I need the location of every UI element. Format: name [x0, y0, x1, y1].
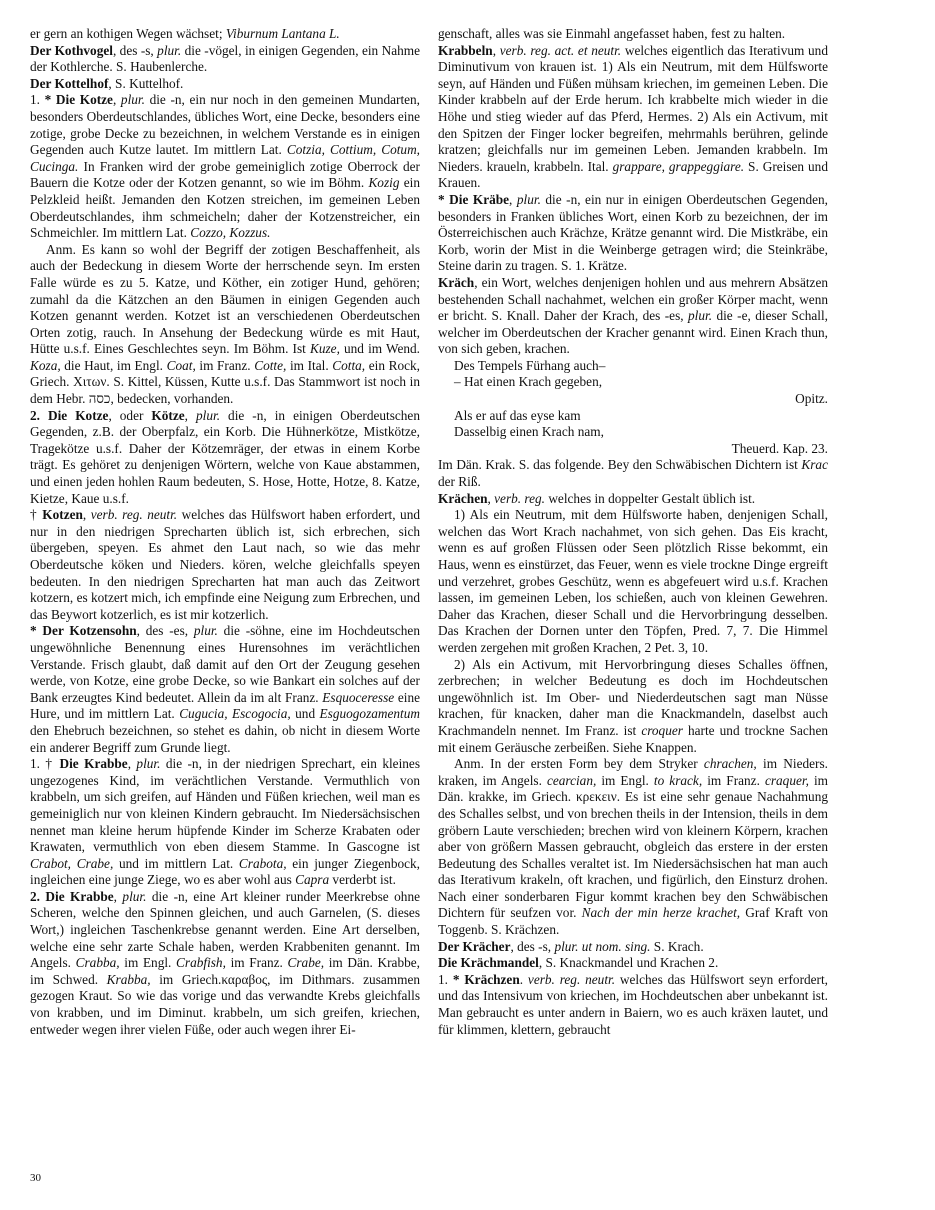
quotation-line: Dasselbig einen Krach nam,	[454, 424, 604, 440]
dictionary-entry: Der Kottelhof, S. Kuttelhof.	[30, 75, 184, 91]
dictionary-entry: Krabbeln, verb. reg. act. et neutr. welches eigentlich das Iterativum und Diminutivum von krauen ist. 1) Als ein Neutrum, mit dem Hülfsworte seyn, auf Händen und Füßen mühsam kriechen, im gemeinen Leben. Die Kinder krabbeln auf der Erde herum. Ich krabbelte mich wieder in die Höhe und stieg wieder auf das Pferd, Hermes. 2) Als ein Activum, mit den Spitzen der Finger locker begreifen, mehrmahls berühren, gelinde kratzen; gleichfalls nur im gemeinen Leben. Jemanden krabbeln. Im Nieders. krauеln, krabbeln. Ital. grappare, grappeggiare. S. Greisen und Krauen.	[438, 42, 828, 191]
dictionary-page	[30, 26, 830, 1186]
dictionary-entry: Anm. Es kann so wohl der Begriff der zotigen Beschaffenheit, als auch der Bedeckung in diesem Worte der herrschende seyn. Im ersten Falle würde es zu 5. Katze, und Köther, ein zotiger Hund, gehören; zumahl da die Kätzchen an den Bäumen in einigen Gegenden auch Kotzen genannt werden. Kotzet ist an verschiedenen Oberdeutschen Orten zotig, rauch. In Ansehung der Bedeckung würde es mit Haut, Hütte u.s.f. Eines Geschlechtes seyn. Im Böhm. Ist Kuze, und im Wend. Koza, die Haut, im Engl. Coat, im Franz. Cotte, im Ital. Cotta, ein Rock, Griech. Χιτων. S. Kittel, Küssen, Kutte u.s.f. Das Stammwort ist noch in dem Hebr. כסה, bedecken, vorhanden.	[30, 241, 420, 407]
dictionary-entry: Anm. In der ersten Form bey dem Stryker chrachen, im Nieders. kraken, im Angels. cearcian, im Engl. to krack, im Franz. craquer, im Dän. krakke, im Griech. κρεκειν. Es ist eine sehr genaue Nachahmung des Schalles selbst, und von brechen theils in der Intension, theils in dem gröbern Laute verschieden; brechen wird von kleinern Körpern, krachen aber von größern Massen gebraucht, obgleich das erstere in der ersten Bedeutung des Schalles veraltet ist. Im Niedersächsischen hat man auch das Iterativum krakeln, oft krachen, und figürlich, den Einsturz drohen. Nach einer sonderbaren Figur kommt krachen bey den Schwäbischen Dichtern für seufzen vor. Nach der min herze krachet, Graf Kraft von Toggenb. S. Krächzen.	[438, 756, 828, 938]
right-column	[438, 26, 828, 1038]
page-number: 30	[30, 1172, 41, 1184]
dictionary-entry: * Die Kräbe, plur. die -n, ein nur in einigen Oberdeutschen Gegenden, besonders in Franken übliches Wort, einen Korb zu bezeichnen, der im Österreichischen auch Krächze, Krätze genannt wird. Die Mistkräbe, ein Korb, worin der Mist in die Weinberge getragen wird; die Steinkräbe, Steine darin zu tragen. S. 1. Krätze.	[438, 191, 828, 274]
dictionary-entry: 1. † Die Krabbe, plur. die -n, in der niedrigen Sprechart, ein kleines ungezogenes Kind, im verächtlichen Verstande. Vermuthlich von krabbeln, um sich greifen, auf Händen und Füßen kriechen, weil man es gemeiniglich nur von kleinen Kindern gebraucht. Im Niedersächsischen nennet man kleine herum hüpfende Kinder im Scherze Krabaten oder Krawaten, vermuthlich von eben diesem Stamme. In Gascogne ist Crabot, Crabe, und im mittlern Lat. Crabota, ein junger Ziegenbock, ingleichen eine junge Ziege, wo es aber wohl aus Capra verderbt ist.	[30, 756, 420, 888]
dictionary-entry: † Kotzen, verb. reg. neutr. welches das Hülfswort haben erfordert, und nur in den niedrigen Sprecharten üblich ist, sich erbrechen, sich übergeben, speyen. Es ahmet den Laut nach, so wie das mehr Oberdeutsche köken und Nieders. kören, welche gleichfalls speyen bedeuten. In den niedrigen Sprecharten hat man auch das Zeitwort kotzern, es kotzert mich, ich empfinde eine Neigung zum Erbrechen, und das Beywort kotzerlich, es ist mir kotzerlich.	[30, 507, 420, 622]
quotation-source: Theuerd. Kap. 23.	[731, 440, 828, 456]
dictionary-entry: Im Dän. Krak. S. das folgende. Bey den Schwäbischen Dichtern ist Krac der Riß.	[438, 457, 828, 490]
dictionary-entry: 2. Die Krabbe, plur. die -n, eine Art kleiner runder Meerkrebse ohne Scheren, welche den Spinnen gleichen, und auch Garnelen, (S. dieses Wort,) ingleichen Taschenkrebse genannt werden. Eine Art derselben, welche eine sehr zarte Schale haben, werden Krabbeniten genannt. Im Angels. Crabba, im Engl. Crabfish, im Franz. Crabe, im Dän. Krabbe, im Schwed. Krabba, im Griech.καραβος, im Dithmars. zusammen gezogen Kraut. So wie das vorige und das verwandte Krebs gleichfalls von krabben, und im Diminut. krabbeln, um sich greifen, kriechen, entweder wegen ihrer vielen Füße, oder auch wegen ihrer Ei-	[30, 888, 421, 1037]
dictionary-entry: 1) Als ein Neutrum, mit dem Hülfsworte haben, denjenigen Schall, welchen das Wort Krach nachahmet, von sich gehen. Das Eis kracht, wenn es auf großen Flüssen oder Seen plötzlich Risse bekommt, ein Haus, wenn es einstürzet, das Feuer, wenn es viele trockne Dinge ergreift und verzehret, grobes Geschütz, wenn es abgefeuert wird u.s.f. Krachen lassen, im gemeinen Leben, los schießen, auch von kleinen Gewehren. Daher das Krachen, dieser Schall und die Hervorbringung desselben. Das Krachen der Dornen unter den Töpfen, Pred. 7, 7. Die Himmel werden zergehen mit großen Krachen, 2 Pet. 3, 10.	[438, 507, 828, 655]
quotation-line: – Hat einen Krach gegeben,	[454, 374, 603, 390]
left-column	[30, 26, 420, 1038]
quotation-line: Des Tempels Fürhang auch–	[454, 357, 606, 373]
quotation-source: Opitz.	[795, 391, 828, 407]
dictionary-entry: Der Krächer, des -s, plur. ut nom. sing. S. Krach.	[438, 938, 704, 954]
dictionary-entry: 2) Als ein Activum, mit Hervorbringung dieses Schalles öffnen, zerbrechen; in welcher Bedeutung es doch im Hochdeutschen ungewöhnlich ist. Im Ober- und Niederdeutschen sagt man Nüsse krachen, für knacken, daher man die Knackmandeln, daselbst auch Krachmandeln nennet. Im Franz. ist croquer harte und trockne Sachen mit einem Geräusche zerbeißen. Siehe Knappen.	[438, 656, 829, 755]
dictionary-entry: Der Kothvogel, des -s, plur. die -vögel, in einigen Gegenden, ein Nahme der Kothlerche. S. Haubenlerche.	[30, 42, 420, 75]
dictionary-entry: 1. * Krächzen. verb. reg. neutr. welches das Hülfswort seyn erfordert, und das Intensivum von kriechen, im Hochdeutschen aber unbekannt ist. Man gebraucht es unter andern in Baiern, wo es auch kräxen lautet, und für klimmen, klettern, gebraucht	[438, 971, 829, 1037]
dictionary-entry: genschaft, alles was sie Einmahl angefasset haben, fest zu halten.	[438, 26, 786, 41]
dictionary-entry: Krächen, verb. reg. welches in doppelter Gestalt üblich ist.	[438, 490, 756, 506]
dictionary-entry: * Der Kotzensohn, des -es, plur. die -söhne, eine im Hochdeutschen ungewöhnliche Benennung eines Hurensohnes im verächtlichen Verstande. Frisch glaubt, daß damit auf den Ort der Zeugung gesehen werde, von Kotze, eine grobe Decke, so wie Bankart ein solches auf der Bank erzeugtes Kind bedeutet. Allein da im alt Franz. Esquoceresse eine Hure, und im mittlern Lat. Cugucia, Escogocia, und Esguogozamentum den Ehebruch bezeichnen, so stehet es dahin, ob nicht in diesem Worte ein anderer Begriff zum Grunde liegt.	[30, 623, 420, 755]
dictionary-entry: 2. Die Kotze, oder Kötze, plur. die -n, in einigen Oberdeutschen Gegenden, z.B. der Oberpfalz, ein Korb. Die Hühnerkötze, Mistkötze, Tragekötze u.s.f. Daher der Kötzemräger, der etwas in einem Korbe trägt. Es gehöret zu denjenigen Wörtern, welche von Kaue abstammen, und einen jeden hohlen Raum bedeuten, S. Hose, Hotte, Hotze, 8. Katze, Kietze, Kaue u.s.f.	[30, 407, 420, 506]
dictionary-entry: er gern an kothigen Wegen wächset; Viburnum Lantana L.	[30, 26, 340, 41]
dictionary-entry: 1. * Die Kotze, plur. die -n, ein nur noch in den gemeinen Mundarten, besonders Oberdeutschlandes, übliches Wort, eine Decke, besonders eine zotige, grobe Decke zu bezeichnen, in welchem Verstande es in einigen Gegenden auch Kutze lautet. Im mittlern Lat. Cotzia, Cottium, Cotum, Cucinga. In Franken wird der grobe gemeiniglich zotige Oberrock der Bauern die Kotze oder der Kotzen genannt, so wie im Böhm. Kozig ein Pelzkleid heißt. Jemanden den Kotzen streichen, im gemeinen Leben Oberdeutschlandes, ihm schmeicheln; daher der Kotzenstreicher, ein Schmeichler. Im mittlern Lat. Cozzo, Kozzus.	[30, 92, 421, 241]
quotation-line: Als er auf das eyse kam	[454, 407, 581, 423]
dictionary-entry: Die Krächmandel, S. Knackmandel und Krachen 2.	[438, 955, 719, 971]
dictionary-entry: Kräch, ein Wort, welches denjenigen hohlen und aus mehrern Absätzen bestehenden Schall nachahmet, welchen ein großer Körper macht, wenn er bricht. S. Knall. Daher der Krach, des -es, plur. die -e, dieser Schall, welcher im Oberdeutschen der Kracher genannt wird. Einen Krach thun, von sich geben, krachen.	[438, 274, 828, 357]
